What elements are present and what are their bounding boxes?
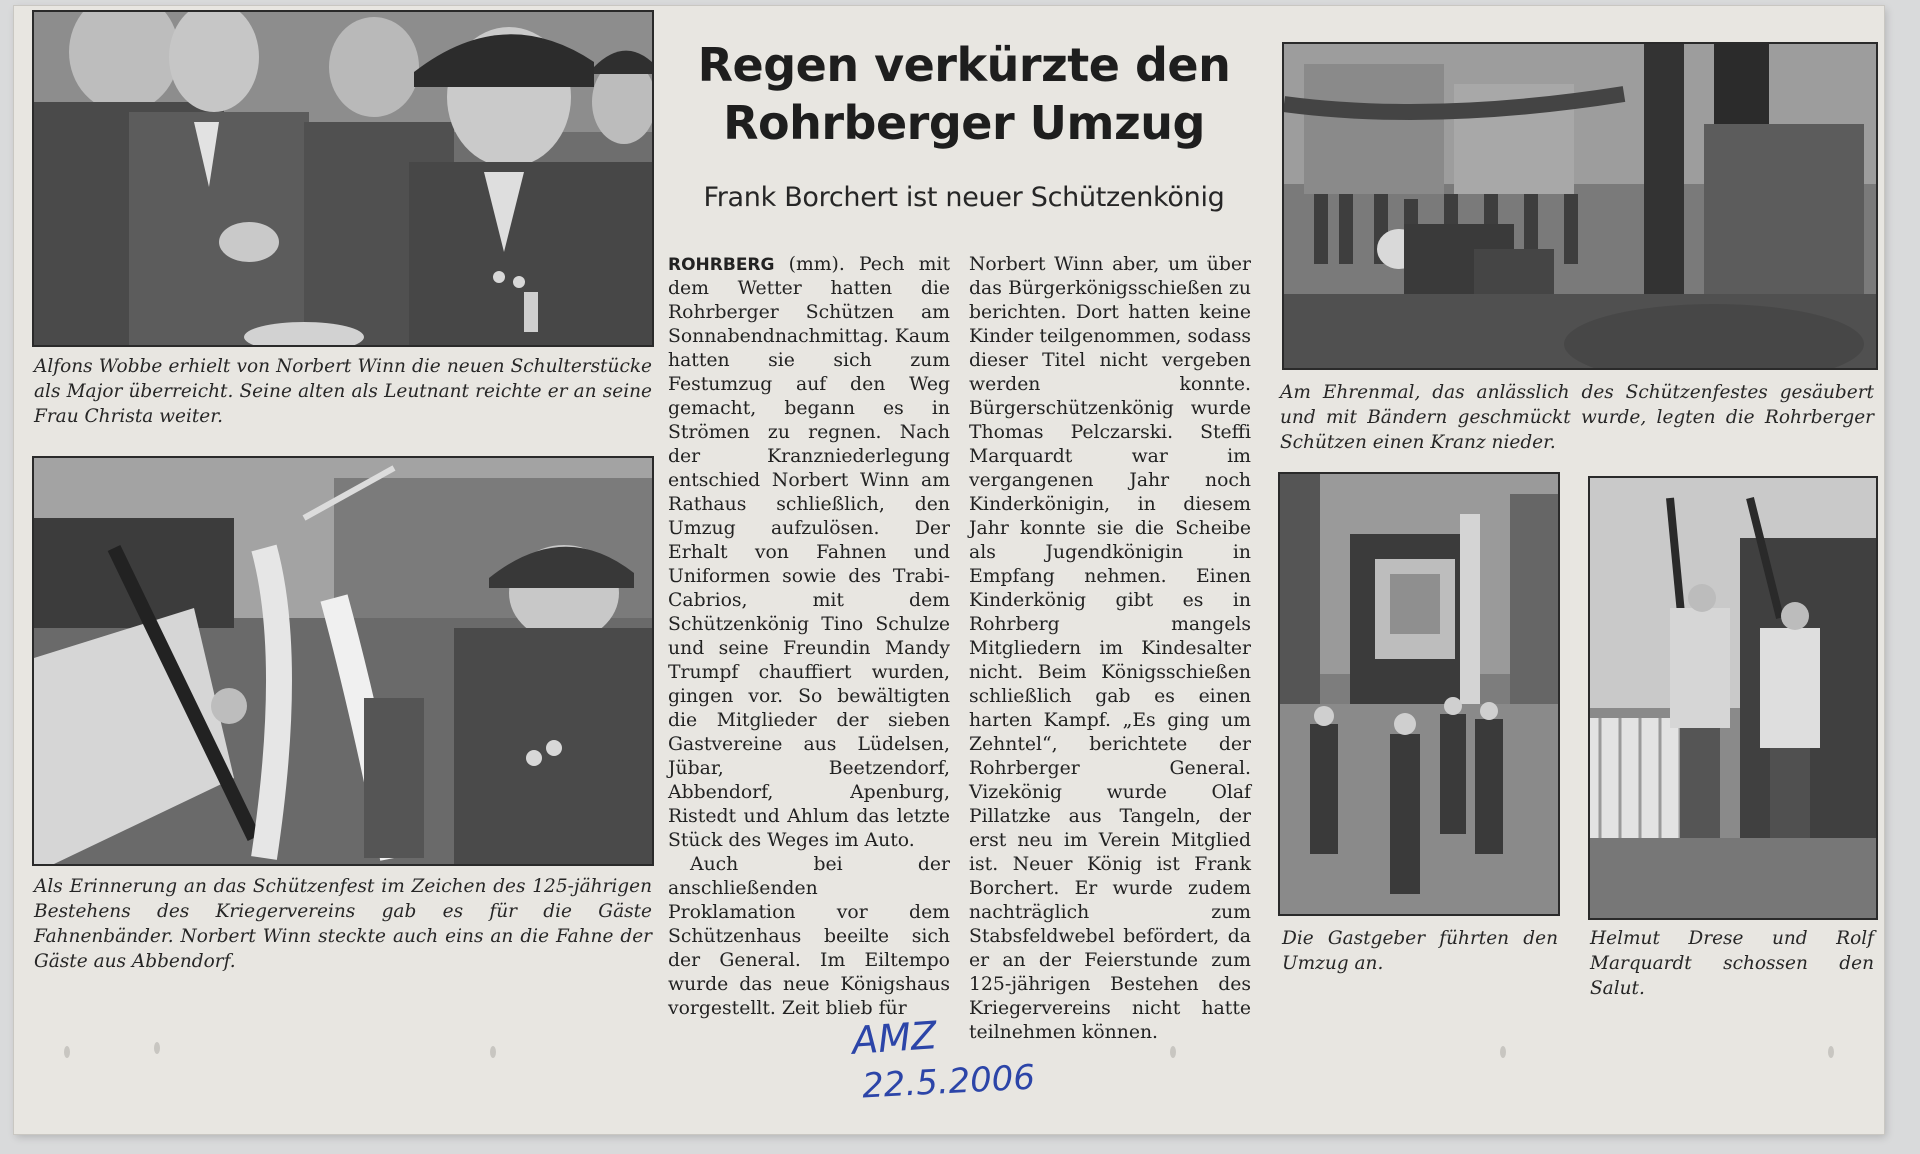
pin-mark xyxy=(1500,1046,1506,1058)
caption-photo5: Helmut Drese und Rolf Marquardt schossen den Salut. xyxy=(1590,928,1874,999)
photo-parade xyxy=(1278,472,1560,916)
photo-memorial xyxy=(1282,42,1878,370)
handwritten-source: AMZ xyxy=(850,1013,939,1063)
caption-photo1: Alfons Wobbe erhielt von Norbert Winn die neuen Schulterstücke als Major überreicht. Seine alten als Leutnant reichte er an seine Frau Christa weiter. xyxy=(34,356,652,427)
dateline: ROHRBERG xyxy=(668,255,775,275)
headline-line2: Rohrberger Umzug xyxy=(723,96,1205,150)
pin-mark xyxy=(1170,1046,1176,1058)
article-headline xyxy=(674,36,1254,152)
article-column-2 xyxy=(969,253,1251,1045)
photo-flag-ribbons xyxy=(32,456,654,866)
pin-mark xyxy=(154,1042,160,1054)
article-paragraph-1-text: (mm). Pech mit dem Wetter hatten die Rohrberger Schützen am Sonnabendnachmittag. Kaum hatten sie sich zum Festumzug auf den Weg gemacht, begann es in Strömen zu regnen. Nach der Kranzniederlegung entschied Norbert Winn am Rathaus schließlich, den Umzug aufzulösen. Der Erhalt von Fahnen und Uniformen sowie des Trabi-Cabrios, mit dem Schützenkönig Tino Schulze und seine Freundin Mandy Trumpf chauffiert wurden, gingen vor. So bewältigten die Mitglieder der sieben Gastvereine aus Lüdelsen, Jübar, Beetzendorf, Abbendorf, Apenburg, Ristedt und Ahlum das letzte Stück des Weges im Auto. xyxy=(668,254,950,851)
caption-photo4: Die Gastgeber führten den Umzug an. xyxy=(1282,928,1558,974)
pin-mark xyxy=(490,1046,496,1058)
pin-mark xyxy=(64,1046,70,1058)
headline-line1: Regen verkürzte den xyxy=(697,38,1231,92)
article-subheadline: Frank Borchert ist neuer Schützenkönig xyxy=(703,182,1225,213)
handwritten-date: 22.5.2006 xyxy=(861,1057,1036,1107)
photo-shoulder-insignia xyxy=(32,10,654,347)
article-paragraph-2: Auch bei der anschließenden Proklamation vor dem Schützenhaus beeilte sich der General. Im Eiltempo wurde das neue Königshaus vorgestellt. Zeit blieb für xyxy=(668,854,950,1019)
newspaper-clipping xyxy=(14,6,1884,1134)
photo-salute xyxy=(1588,476,1878,920)
pin-mark xyxy=(1828,1046,1834,1058)
article-paragraph-1 xyxy=(668,253,950,853)
caption-photo2: Als Erinnerung an das Schützenfest im Zeichen des 125-jährigen Bestehens des Kriegervereins gab es für die Gäste Fahnenbänder. Norbert Winn steckte auch eins an die Fahne der Gäste aus Abbendorf. xyxy=(34,876,652,972)
caption-photo3: Am Ehrenmal, das anlässlich des Schützenfestes gesäubert und mit Bändern geschmückt wurde, legten die Rohrberger Schützen einen Kranz nieder. xyxy=(1280,382,1874,453)
article-paragraph-3: Norbert Winn aber, um über das Bürgerkönigsschießen zu berichten. Dort hatten keine Kinder teilgenommen, sodass dieser Titel nicht vergeben werden konnte. Bürgerschützenkönig wurde Thomas Pelczarski. Steffi Marquardt war im vergangenen Jahr noch Kinderkönigin, in diesem Jahr konnte sie die Scheibe als Jugendkönigin in Empfang nehmen. Einen Kinderkönig gibt es in Rohrberg mangels Mitgliedern im Kindesalter nicht. Beim Königsschießen schließlich gab es einen harten Kampf. „Es ging um Zehntel“, berichtete der Rohrberger General. Vizekönig wurde Olaf Pillatzke aus Tangeln, der erst neu im Verein Mitglied ist. Neuer König ist Frank Borchert. Er wurde zudem nachträglich zum Stabsfeldwebel befördert, da er an der Feierstunde zum 125-jährigen Bestehen des Kriegervereins nicht hatte teilnehmen können. xyxy=(969,254,1251,1043)
article-column-1 xyxy=(668,253,950,1021)
